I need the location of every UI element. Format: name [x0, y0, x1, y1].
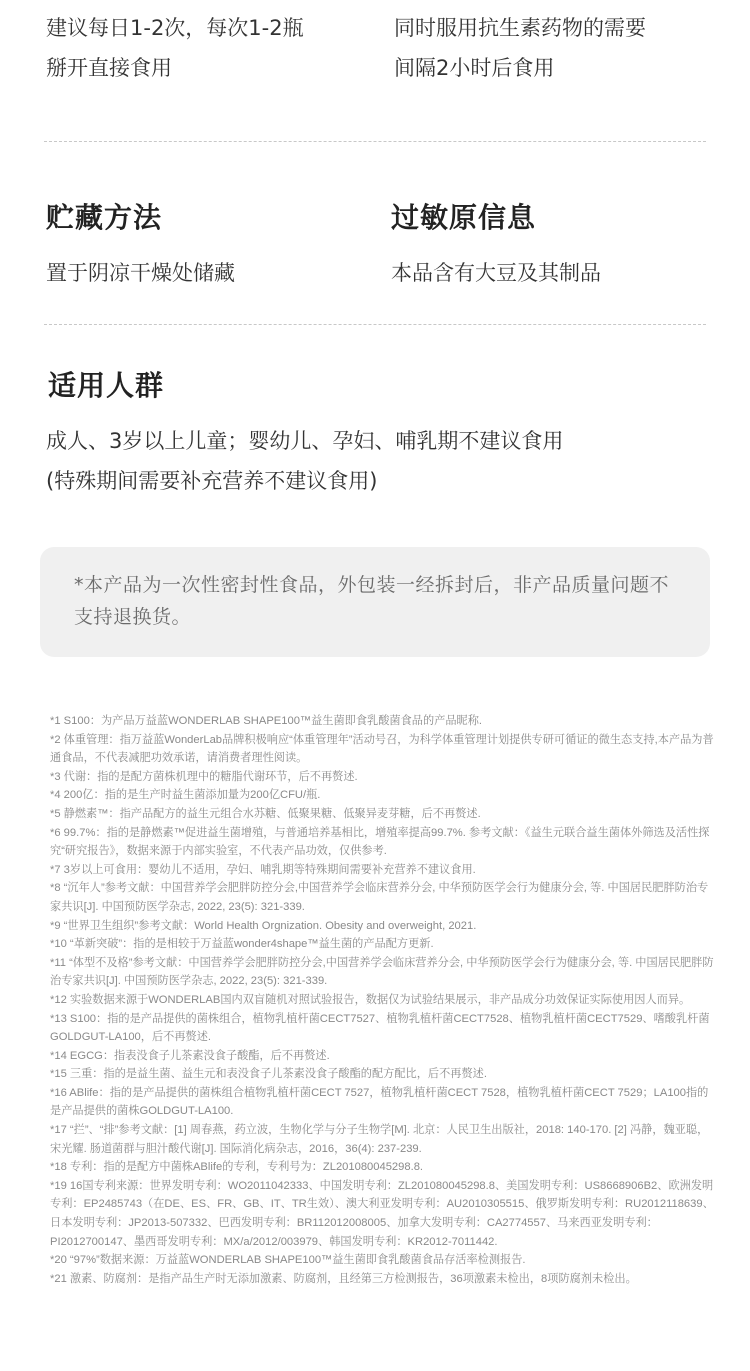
allergen-text: 本品含有大豆及其制品	[391, 261, 601, 285]
footnote: *20 “97%”数据来源：万益蓝WONDERLAB SHAPE100™益生菌即食乳酸菌食品存活率检测报告.	[50, 1254, 526, 1267]
footnote: *17 “拦”、“排”参考文献：[1] 周春燕，药立波，生物化学与分子生物学[M]. 北京：人民卫生出版社，2018: 140-170. [2] 冯静，魏亚聪，宋光耀. 肠道菌群与胆汁酸代谢[J]. 国际消化病杂志，2016，36(4): 237-239.	[50, 1124, 709, 1155]
footnotes	[50, 712, 714, 1288]
footnote: *4 200亿：指的是生产时益生菌添加量为200亿CFU/瓶.	[50, 789, 321, 802]
allergen-heading: 过敏原信息	[391, 201, 537, 234]
footnote: *1 S100：为产品万益蓝WONDERLAB SHAPE100™益生菌即食乳酸菌食品的产品昵称.	[50, 715, 483, 727]
footnote: *7 3岁以上可食用：婴幼儿不适用，孕妇、哺乳期等特殊期间需要补充营养不建议食用.	[50, 863, 476, 876]
notice-box	[40, 547, 710, 657]
footnote: *6 99.7%：指的是静燃素™促进益生菌增殖，与普通培养基相比，增殖率提高99.7%. 参考文献：《益生元联合益生菌体外筛选及活性探究“研究报告》，数据来源于内部实验室，不代表产品功效，仅供参考.	[50, 826, 710, 858]
storage-heading: 贮藏方法	[46, 201, 163, 234]
usage-right-text: 同时服用抗生素药物的需要 间隔2小时后食用	[394, 16, 646, 80]
footnote: *19 16国专利来源：世界发明专利：WO2011042333、中国发明专利：ZL201080045298.8、美国发明专利：US8668906B2、欧洲发明专利：EP2485743（在DE、ES、FR、GB、IT、TR生效）、澳大利亚发明专利：AU2010305515、俄罗斯发明专利：RU2012118639、日本发明专利：JP2013-507332、巴西发明专利：BR112012008005、加拿大发明专利：CA2774557、马来西亚发明专利：PI2012700147、墨西哥发明专利：MX/a/2012/003979、韩国发明专利：KR2012-7011442.	[50, 1179, 714, 1248]
footnote: *9 “世界卫生组织”参考文献：World Health Orgnization. Obesity and overweight, 2021.	[50, 919, 477, 932]
footnote: *10 “革新突破”：指的是相较于万益蓝wonder4shape™益生菌的产品配方更新.	[50, 938, 434, 951]
audience-text: 成人、3岁以上儿童；婴幼儿、孕妇、哺乳期不建议食用	[46, 429, 564, 453]
footnote: *18 专利：指的是配方中菌株ABlife的专利，专利号为：ZL201080045298.8.	[50, 1161, 424, 1174]
footnote: *13 S100：指的是产品提供的菌株组合，植物乳植杆菌CECT7527、植物乳植杆菌CECT7528、植物乳植杆菌CECT7529、嗜酸乳杆菌GOLDGUT-LA100，后不再赘述.	[50, 1012, 710, 1044]
divider	[44, 141, 706, 142]
divider	[44, 324, 706, 325]
footnote: *12 实验数据来源于WONDERLAB国内双盲随机对照试验报告，数据仅为试验结果展示，非产品成分功效保证实际使用因人而异。	[50, 993, 691, 1006]
footnote: *21 激素、防腐剂：是指产品生产时无添加激素、防腐剂，且经第三方检测报告，36项激素未检出，8项防腐剂未检出。	[50, 1272, 637, 1285]
usage-left-text: 建议每日1-2次，每次1-2瓶 掰开直接食用	[46, 16, 304, 80]
footnote: *5 静燃素™：指产品配方的益生元组合水苏糖、低聚果糖、低聚异麦芽糖，后不再赘述.	[50, 807, 481, 820]
notice-text: *本产品为一次性密封性食品，外包装一经拆封后，非产品质量问题不支持退换货。	[74, 574, 670, 628]
footnote: *16 ABlife：指的是产品提供的菌株组合植物乳植杆菌CECT 7527，植物乳植杆菌CECT 7528，植物乳植杆菌CECT 7529；LA100指的是产品提供的菌株GOLDGUT-LA100.	[50, 1086, 709, 1118]
footnote: *3 代谢：指的是配方菌株机理中的糖脂代谢环节，后不再赘述.	[50, 770, 358, 783]
footnote: *8 “沉年人”参考文献：中国营养学会肥胖防控分会,中国营养学会临床营养分会, 中华预防医学会行为健康分会, 等. 中国居民肥胖防治专家共识[J]. 中国预防医学杂志, 2022, 23(5): 321-339.	[50, 882, 709, 913]
footnote: *14 EGCG：指表没食子儿茶素没食子酸酯，后不再赘述.	[50, 1049, 330, 1062]
audience-note: (特殊期间需要补充营养不建议食用)	[46, 469, 378, 493]
storage-text: 置于阴凉干燥处储藏	[46, 261, 235, 285]
audience-heading: 适用人群	[48, 369, 165, 402]
footnote: *2 体重管理：指万益蓝WonderLab品牌积极响应“体重管理年”活动号召，为科学体重管理计划提供专研可循证的微生态支持,本产品为普通食品，不代表减肥功效承诺，请消费者理性阅读。	[50, 733, 714, 765]
footnote: *11 “体型不及格”参考文献：中国营养学会肥胖防控分会,中国营养学会临床营养分会, 中华预防医学会行为健康分会, 等. 中国居民肥胖防治专家共识[J]. 中国预防医学杂志, 2022, 23(5): 321-339.	[50, 956, 714, 988]
footnote: *15 三重：指的是益生菌、益生元和表没食子儿茶素没食子酸酯的配方配比，后不再赘述.	[50, 1068, 487, 1081]
